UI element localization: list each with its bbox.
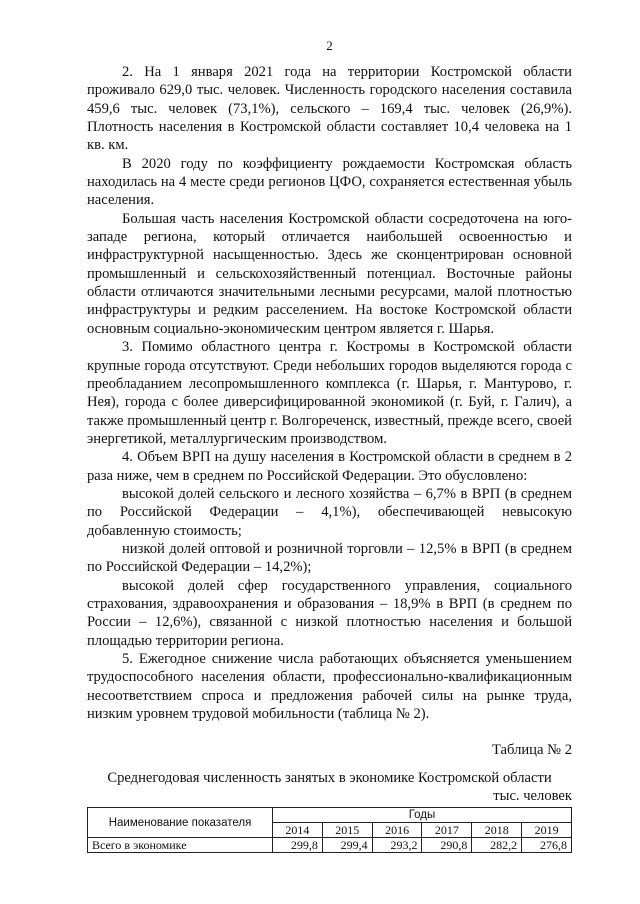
paragraph-population: 2. На 1 января 2021 года на территории Костромской области проживало 629,0 тыс. человек. Численность городского населения составила 459,6 тыс. человек (73,1%), сельского – 169,4 тыс. человек (26,9%). Плотность населения в Костромской области составляет 10,4 человека на 1 кв. км. <box>87 64 572 154</box>
row-name: Всего в экономике <box>88 838 273 853</box>
table-cell: 293,2 <box>372 838 422 853</box>
table-cell: 299,8 <box>273 838 323 853</box>
year-header: 2019 <box>522 823 572 838</box>
year-header: 2015 <box>322 823 372 838</box>
paragraph-birth-rate: В 2020 году по коэффициенту рождаемости Костромская область находилась на 4 месте среди регионов ЦФО, сохраняется естественная убыль населения. <box>87 155 572 209</box>
page-number: 2 <box>326 38 333 53</box>
paragraph-agriculture-share: высокой долей сельского и лесного хозяйства – 6,7% в ВРП (в среднем по Российской Федерации – 4,1%), обеспечивающей невысокую добавленную стоимость; <box>87 485 572 539</box>
table-label: Таблица № 2 <box>492 742 572 759</box>
year-header: 2018 <box>472 823 522 838</box>
employment-table <box>87 807 572 853</box>
table-title: Среднегодовая численность занятых в экономике Костромской области <box>107 770 552 787</box>
table-row <box>88 838 572 853</box>
paragraph-cities: 3. Помимо областного центра г. Костромы в Костромской области крупные города отсутствуют. Среди небольших городов выделяются города с преобладанием лесопромышленного комплекса (г. Шарья, г. Мантурово, г. Нея), города с более диверсифицированной экономикой (г. Буй, г. Галич), а также промышленный центр г. Волгореченск, известный, прежде всего, своей энергетикой, металлургическим производством. <box>87 339 572 447</box>
document-body <box>87 63 572 853</box>
year-header: 2017 <box>422 823 472 838</box>
paragraph-distribution: Большая часть населения Костромской области сосредоточена на юго-западе региона, который отличается наибольшей освоенностью и инфраструктурной насыщенностью. Здесь же сконцентрирован основной промышленный и сельскохозяйственный потенциал. Восточные районы области отличаются значительными лесными ресурсами, малой плотностью инфраструктуры и редким расселением. На востоке Костромской области основным социально-экономическим центром является г. Шарья. <box>87 210 572 337</box>
table-cell: 282,2 <box>472 838 522 853</box>
paragraph-public-sector-share: высокой долей сфер государственного управления, социального страхования, здравоохранения и образования – 18,9% в ВРП (в среднем по России – 12,6%), связанной с низкой плотностью населения и большой площадью территории региона. <box>87 577 572 649</box>
column-header-years: Годы <box>273 808 572 823</box>
table-cell: 290,8 <box>422 838 472 853</box>
paragraph-grp: 4. Объем ВРП на душу населения в Костромской области в среднем в 2 раза ниже, чем в среднем по Российской Федерации. Это обусловлено: <box>87 449 572 484</box>
table-unit: тыс. человек <box>493 788 572 805</box>
column-header-name: Наименование показателя <box>88 808 273 838</box>
year-header: 2016 <box>372 823 422 838</box>
year-header: 2014 <box>273 823 323 838</box>
table-cell: 276,8 <box>522 838 572 853</box>
paragraph-trade-share: низкой долей оптовой и розничной торговли – 12,5% в ВРП (в среднем по Российской Федерации – 14,2%); <box>87 540 572 576</box>
table-cell: 299,4 <box>322 838 372 853</box>
table-header-row <box>88 808 572 823</box>
paragraph-employment-decline: 5. Ежегодное снижение числа работающих объясняется уменьшением трудоспособного населения области, профессионально-квалификационным несоответствием спроса и предложения рабочей силы на рынке труда, низким уровнем трудовой мобильности (таблица № 2). <box>87 651 572 723</box>
